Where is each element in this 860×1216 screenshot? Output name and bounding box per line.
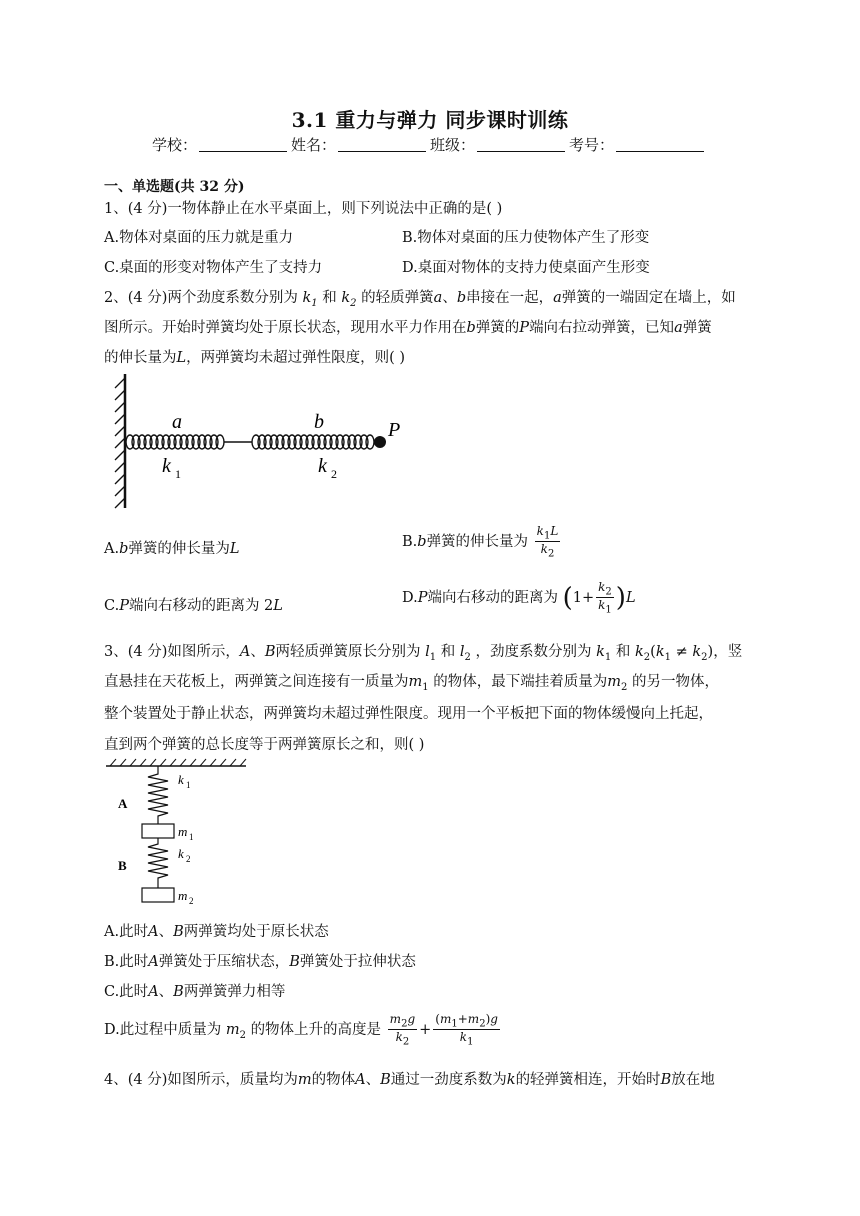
q3-stem-line2: 直悬挂在天花板上，两弹簧之间连接有一质量为$m_1$ 的物体，最下端挂着质量为$m_2$ 的另一物体， <box>104 674 719 693</box>
name-label: 姓名： <box>290 136 336 154</box>
q4-text: 放在地 <box>671 1072 715 1088</box>
q3-text: 的另一物体， <box>631 674 719 690</box>
class-label: 班级： <box>430 136 476 154</box>
label-p: P <box>388 419 401 441</box>
opt-text: 端向右移动的距离为 2 <box>128 598 274 614</box>
opt-text: 弹簧的伸长量为 <box>426 533 529 550</box>
q2-stem-line1: 2、(4 分)两个劲度系数分别为 $k_1$ 和 $k_2$ 的轻质弹簧a、b串接在一起，a弹簧的一端固定在墙上，如 <box>104 290 736 309</box>
q1-option-a: A.物体对桌面的压力就是重力 <box>104 230 294 246</box>
opt-var: P <box>119 598 129 614</box>
opt-var: b <box>417 533 427 550</box>
class-blank <box>477 137 565 152</box>
q1-option-d: D.桌面对物体的支持力使桌面产生形变 <box>402 260 650 276</box>
q2-a: a <box>674 320 683 336</box>
q2-text: 图所示。开始时弹簧均处于原长状态，现用水平力作用在 <box>104 320 467 336</box>
q3-option-b: B.此时A弹簧处于压缩状态，B弹簧处于拉伸状态 <box>104 954 416 970</box>
opt-text: 两弹簧均处于原长状态 <box>183 924 329 940</box>
q2-text: 和 <box>322 290 337 306</box>
q3-stem-line1: 3、(4 分)如图所示，A、B两轻质弹簧原长分别为 $l_1$ 和 $l_2$ ，劲度系数分别为 $k_1$ 和 $k_2(k_1 \ne k_2)$，竖 <box>104 644 743 663</box>
q2-spring-figure <box>112 370 422 510</box>
opt-var: P <box>417 589 428 606</box>
label-m2: m <box>178 888 188 903</box>
q2-option-d: D.P端向右移动的距离为 (1+ $\frac{k_2}{k_1}$ )L <box>402 580 636 616</box>
fraction-m2g-over-k2: $\frac{m_2g}{k_2}$ <box>389 1012 416 1048</box>
q2-text: 弹簧 <box>682 320 712 336</box>
q3-text: ，竖 <box>713 644 743 660</box>
q3-option-a: A.此时A、B两弹簧均处于原长状态 <box>104 924 329 940</box>
q2-ab: a <box>433 290 443 306</box>
q2-text: 端向右拉动弹簧，已知 <box>529 320 675 336</box>
q3-text: 两轻质弹簧原长分别为 <box>275 644 421 660</box>
label-k1: k <box>178 772 184 787</box>
label-k1-sub: 1 <box>175 467 181 481</box>
q3-text: 和 <box>440 644 456 660</box>
q2-text: 串接在一起， <box>466 290 554 306</box>
q4-text: 的轻弹簧相连，开始时 <box>515 1072 661 1088</box>
q1-option-c: C.桌面的形变对物体产生了支持力 <box>104 260 323 276</box>
point-p-dot <box>374 436 386 448</box>
opt-var: b <box>119 541 129 557</box>
school-label: 学校： <box>151 136 197 154</box>
opt-text: A.此时 <box>104 924 149 940</box>
q2-ab: b <box>456 290 467 306</box>
q2-text: ，两弹簧均未超过弹性限度，则( ) <box>186 350 406 366</box>
opt-text: D.此过程中质量为 <box>104 1021 222 1038</box>
q2-k1: $k_1$ <box>302 290 318 309</box>
student-info-line <box>0 134 860 155</box>
fraction-m1m2g-over-k1: $\frac{(m_1+m_2)g}{k_1}$ <box>435 1012 498 1048</box>
label-k2: k <box>318 455 327 477</box>
opt-var: L <box>273 598 283 614</box>
label-b: b <box>314 411 324 433</box>
q4-text: 的物体 <box>311 1072 356 1088</box>
q2-stem-line2 <box>104 316 712 337</box>
opt-text: C.此时 <box>104 984 149 1000</box>
name-blank <box>338 137 426 152</box>
opt-text: 的物体上升的高度是 <box>250 1021 382 1038</box>
q2-text: 弹簧的 <box>475 320 520 336</box>
opt-text: 弹簧处于拉伸状态 <box>299 954 416 970</box>
label-k2-sub: 2 <box>186 854 191 864</box>
opt-text: 弹簧处于压缩状态， <box>158 954 290 970</box>
q2-option-b <box>402 524 562 560</box>
label-spring-a: A <box>118 796 128 811</box>
q3-text: 3、(4 分)如图所示， <box>104 644 240 660</box>
label-m1-sub: 1 <box>189 832 194 842</box>
q2-p: P <box>519 320 530 336</box>
label-k2: k <box>178 846 184 861</box>
label-m1: m <box>178 824 188 839</box>
page-title: 3.1 重力与弹力 同步课时训练 <box>291 108 569 132</box>
q3-text: 的物体，最下端挂着质量为 <box>433 674 608 690</box>
label-a: a <box>172 411 182 433</box>
q2-stem-line3 <box>104 346 405 367</box>
opt-text: B.此时 <box>104 954 149 970</box>
q3-stem-line3: 整个装置处于静止状态，两弹簧均未超过弹性限度。现用一个平板把下面的物体缓慢向上托起， <box>104 706 713 722</box>
q2-text: 的伸长量为 <box>104 350 177 366</box>
q4-stem-line1: 4、(4 分)如图所示，质量均为m的物体A、B通过一劲度系数为k的轻弹簧相连，开始时B放在地 <box>104 1072 715 1088</box>
q4-text: 4、(4 分)如图所示，质量均为 <box>104 1072 298 1088</box>
q3-text: 直悬挂在天花板上，两弹簧之间连接有一质量为 <box>104 674 409 690</box>
q2-a: a <box>553 290 562 306</box>
opt-var: L <box>229 541 240 557</box>
opt-letter: D. <box>402 589 418 606</box>
opt-text: 弹簧的伸长量为 <box>128 541 230 557</box>
opt-text: 两弹簧弹力相等 <box>183 984 286 1000</box>
opt-letter: A. <box>104 541 120 557</box>
opt-text: 端向右移动的距离为 <box>427 589 558 606</box>
number-label: 考号： <box>569 136 615 154</box>
q4-text: 通过一劲度系数为 <box>390 1072 507 1088</box>
q2-text: 弹簧的一端固定在墙上，如 <box>561 290 736 306</box>
q2-text: 2、(4 分)两个劲度系数分别为 <box>104 290 298 306</box>
q2-k2: $k_2$ <box>341 290 357 309</box>
q1-option-b: B.物体对桌面的压力使物体产生了形变 <box>402 230 650 246</box>
q2-b: b <box>466 320 476 336</box>
label-m2-sub: 2 <box>189 896 194 906</box>
number-blank <box>616 137 704 152</box>
q3-option-d: D.此过程中质量为 $m_2$ 的物体上升的高度是 $\frac{m_2g}{k_2}$ + $\frac{(m_1+m_2)g}{k_1}$ <box>104 1012 498 1048</box>
fraction-k2-over-k1: $\frac{k_2}{k_1}$ <box>598 580 612 616</box>
q3-text: 和 <box>615 644 631 660</box>
q3-option-c: C.此时A、B两弹簧弹力相等 <box>104 984 286 1000</box>
q2-text: 的轻质弹簧 <box>361 290 434 306</box>
q3-spring-figure <box>104 758 254 908</box>
opt-letter: B. <box>402 533 418 550</box>
fraction-k1L-over-k2: $\frac{k_1L}{k_2}$ <box>536 524 559 560</box>
opt-letter: C. <box>104 598 120 614</box>
q3-stem-line4: 直到两个弹簧的总长度等于两弹簧原长之和，则( ) <box>104 737 425 753</box>
label-k1-sub: 1 <box>186 780 191 790</box>
section-heading: 一、单选题(共 32 分) <box>104 179 245 195</box>
q3-text: ，劲度系数分别为 <box>475 644 592 660</box>
q2-option-a <box>104 537 240 558</box>
q2-option-c <box>104 594 283 615</box>
q1-stem: 1、(4 分)一物体静止在水平桌面上，则下列说法中正确的是( ) <box>104 201 503 217</box>
label-k1: k <box>162 455 171 477</box>
school-blank <box>199 137 287 152</box>
label-k2-sub: 2 <box>331 467 337 481</box>
label-spring-b: B <box>118 858 127 873</box>
q2-L: L <box>176 350 187 366</box>
